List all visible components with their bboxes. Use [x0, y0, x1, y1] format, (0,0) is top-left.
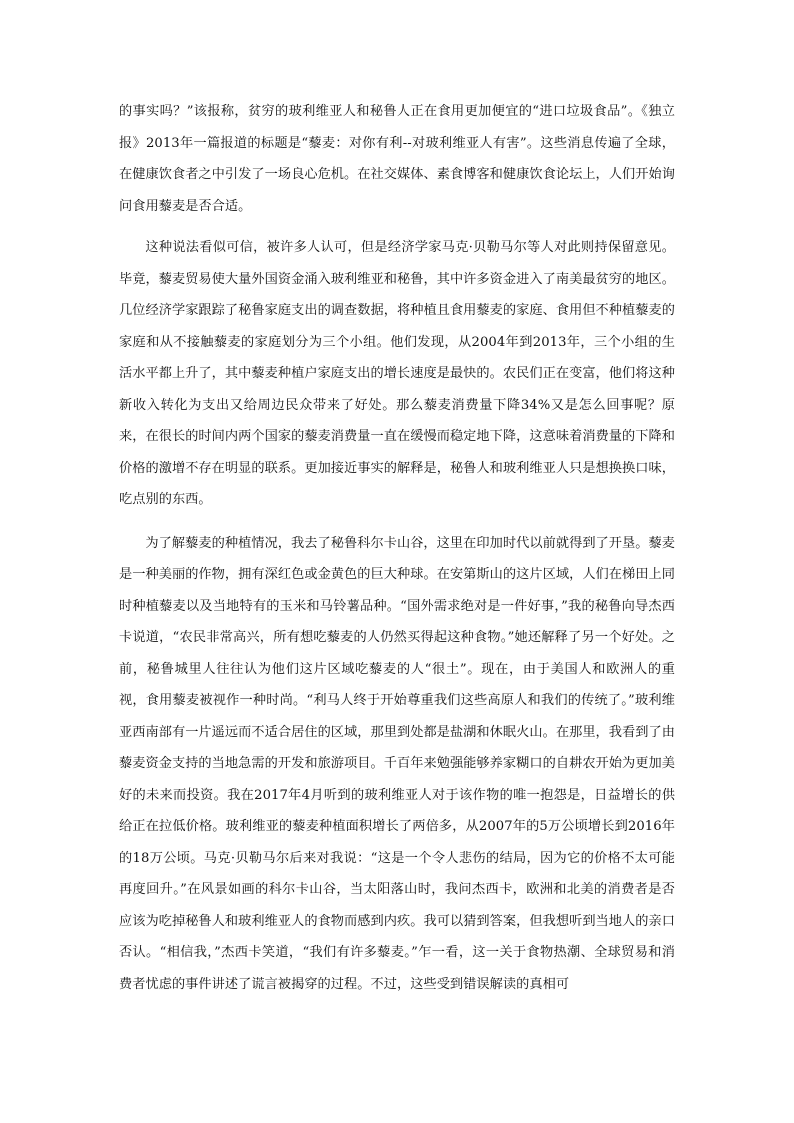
- paragraph-3: 为了解藜麦的种植情况，我去了秘鲁科尔卡山谷，这里在印加时代以前就得到了开垦。藜麦是一种美丽的作物，拥有深红色或金黄色的巨大种球。在安第斯山的这片区域，人们在梯田上同时种植藜麦以及当地特有的玉米和马铃薯品种。“国外需求绝对是一件好事，”我的秘鲁向导杰西卡说道，“农民非常高兴，所有想吃藜麦的人仍然买得起这种食物。”她还解释了另一个好处。之前，秘鲁城里人往往认为他们这片区域吃藜麦的人“很土”。现在，由于美国人和欧洲人的重视，食用藜麦被视作一种时尚。“利马人终于开始尊重我们这些高原人和我们的传统了。”玻利维亚西南部有一片遥远而不适合居住的区域，那里到处都是盐湖和休眠火山。在那里，我看到了由藜麦资金支持的当地急需的开发和旅游项目。千百年来勉强能够养家糊口的自耕农开始为更加美好的未来而投资。我在2017年4月听到的玻利维亚人对于该作物的唯一抱怨是，日益增长的供给正在拉低价格。玻利维亚的藜麦种植面积增长了两倍多，从2007年的5万公顷增长到2016年的18万公顷。马克·贝勒马尔后来对我说：“这是一个令人悲伤的结局，因为它的价格不太可能再度回升。”在风景如画的科尔卡山谷，当太阳落山时，我问杰西卡，欧洲和北美的消费者是否应该为吃掉秘鲁人和玻利维亚人的食物而感到内疚。我可以猜到答案，但我想听到当地人的亲口否认。“相信我，”杰西卡笑道，“我们有许多藜麦。”乍一看，这一关于食物热潮、全球贸易和消费者忧虑的事件讲述了谎言被揭穿的过程。不过，这些受到错误解读的真相可: [119, 535, 675, 992]
- paragraph-2: 这种说法看似可信，被许多人认可，但是经济学家马克·贝勒马尔等人对此则持保留意见。毕竟，藜麦贸易使大量外国资金涌入玻利维亚和秘鲁，其中许多资金进入了南美最贫穷的地区。几位经济学家跟踪了秘鲁家庭支出的调查数据，将种植且食用藜麦的家庭、食用但不种植藜麦的家庭和从不接触藜麦的家庭划分为三个小组。他们发现，从2004年到2013年，三个小组的生活水平都上升了，其中藜麦种植户家庭支出的增长速度是最快的。农民们正在变富，他们将这种新收入转化为支出又给周边民众带来了好处。那么藜麦消费量下降34%又是怎么回事呢？原来，在很长的时间内两个国家的藜麦消费量一直在缓慢而稳定地下降，这意味着消费量的下降和价格的激增不存在明显的联系。更加接近事实的解释是，秘鲁人和玻利维亚人只是想换换口味，吃点别的东西。: [119, 240, 675, 507]
- paragraph-1: 的事实吗？”该报称，贫穷的玻利维亚人和秘鲁人正在食用更加便宜的“进口垃圾食品”。《独立报》2013年一篇报道的标题是“藜麦：对你有利--对玻利维亚人有害”。这些消息传遍了全球，在健康饮食者之中引发了一场良心危机。在社交媒体、素食博客和健康饮食论坛上，人们开始询问食用藜麦是否合适。: [119, 104, 675, 214]
- document-page: [119, 96, 675, 1000]
